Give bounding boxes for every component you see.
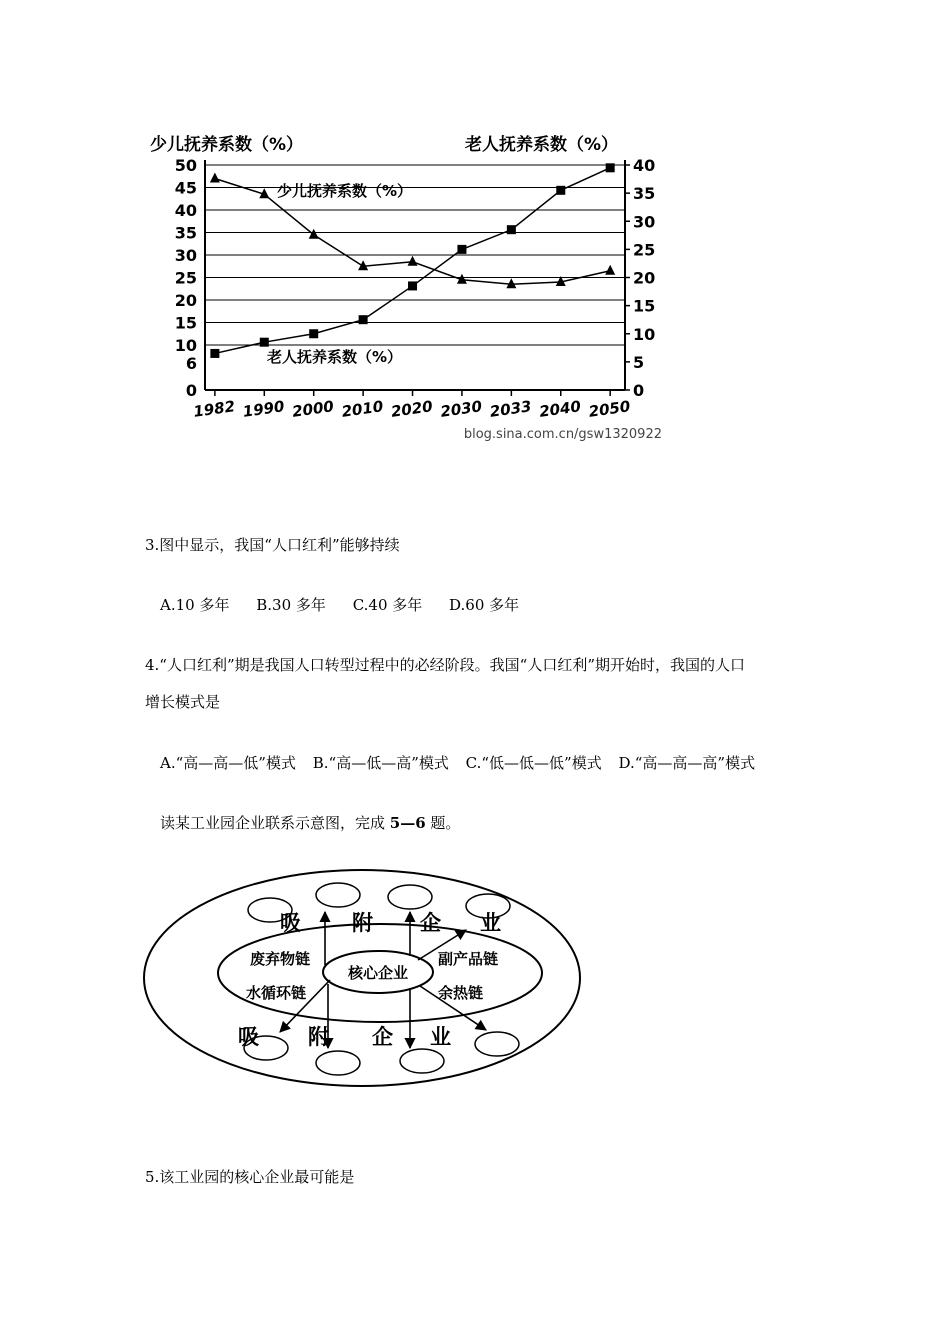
x-tick-label: 2030 bbox=[439, 397, 484, 421]
right-tick-label: 5 bbox=[633, 352, 645, 372]
byproduct-chain-label: 副产品链 bbox=[438, 950, 499, 968]
bottom-label-char: 业 bbox=[430, 1025, 451, 1049]
right-tick-label: 0 bbox=[633, 381, 645, 400]
q3-option-d[interactable]: D.60 多年 bbox=[449, 596, 520, 614]
q3-option-a[interactable]: A.10 多年 bbox=[160, 596, 230, 614]
enterprise-circle bbox=[316, 1051, 360, 1075]
right-tick-label: 10 bbox=[633, 324, 656, 344]
square-marker bbox=[359, 315, 368, 324]
enterprise-circle bbox=[316, 883, 360, 907]
x-tick-label: 2010 bbox=[340, 397, 385, 421]
left-tick-label: 6 bbox=[185, 354, 197, 373]
question-4-stem-line1: 4.“人口红利”期是我国人口转型过程中的必经阶段。我国“人口红利”期开始时，我国的人口 bbox=[145, 656, 745, 674]
question-5-stem: 5.该工业园的核心企业最可能是 bbox=[145, 1168, 355, 1186]
series-line bbox=[215, 179, 610, 285]
top-label-char: 业 bbox=[480, 911, 501, 935]
enterprise-circle bbox=[400, 1049, 444, 1073]
square-marker bbox=[260, 338, 269, 347]
q4-option-c[interactable]: C.“低—低—低”模式 bbox=[465, 754, 602, 772]
intro-bold: 5—6 bbox=[389, 814, 426, 832]
q4-option-b[interactable]: B.“高—低—高”模式 bbox=[312, 754, 449, 772]
left-tick-label: 35 bbox=[174, 223, 197, 243]
q4-option-a[interactable]: A.“高—高—低”模式 bbox=[160, 754, 296, 772]
x-tick-label: 2040 bbox=[538, 397, 582, 421]
question-4-stem-line2: 增长模式是 bbox=[145, 693, 221, 711]
top-label-char: 附 bbox=[352, 911, 373, 935]
left-tick-label: 45 bbox=[174, 178, 197, 198]
diagram-intro bbox=[160, 812, 460, 834]
series-label-children: 少儿抚养系数（%） bbox=[277, 182, 413, 200]
left-tick-label: 30 bbox=[174, 246, 197, 265]
square-marker bbox=[556, 186, 565, 195]
question-3-options bbox=[160, 594, 541, 616]
waste-chain-label: 废弃物链 bbox=[250, 950, 311, 968]
right-axis-title: 老人抚养系数（%） bbox=[465, 135, 619, 155]
left-tick-label: 10 bbox=[174, 336, 197, 355]
left-tick-label: 15 bbox=[174, 313, 197, 333]
dependency-ratio-chart-svg bbox=[140, 120, 680, 450]
question-4-options bbox=[160, 752, 755, 774]
triangle-marker bbox=[210, 173, 220, 183]
waste-heat-chain-label: 余热链 bbox=[438, 984, 484, 1002]
square-marker bbox=[507, 225, 516, 234]
intro-before: 读某工业园企业联系示意图，完成 bbox=[160, 814, 390, 832]
industrial-park-diagram bbox=[140, 868, 590, 1093]
core-enterprise-label: 核心企业 bbox=[347, 964, 409, 982]
square-marker bbox=[309, 329, 318, 338]
enterprise-circle bbox=[475, 1032, 519, 1056]
left-axis-title: 少儿抚养系数（%） bbox=[150, 135, 304, 155]
left-tick-label: 0 bbox=[185, 381, 197, 400]
right-tick-label: 20 bbox=[633, 268, 656, 288]
right-tick-label: 15 bbox=[633, 296, 656, 316]
left-tick-label: 50 bbox=[174, 156, 197, 175]
right-tick-label: 30 bbox=[633, 212, 656, 232]
square-marker bbox=[457, 245, 466, 254]
triangle-marker bbox=[309, 229, 319, 239]
q4-option-d[interactable]: D.“高—高—高”模式 bbox=[618, 754, 756, 772]
square-marker bbox=[408, 281, 417, 290]
triangle-marker bbox=[408, 256, 418, 266]
q3-option-c[interactable]: C.40 多年 bbox=[352, 596, 423, 614]
square-marker bbox=[210, 349, 219, 358]
x-tick-label: 2050 bbox=[587, 397, 632, 421]
bottom-label-char: 附 bbox=[308, 1025, 329, 1049]
series-label-elderly: 老人抚养系数（%） bbox=[267, 348, 403, 366]
q3-option-b[interactable]: B.30 多年 bbox=[256, 596, 326, 614]
left-tick-label: 20 bbox=[174, 291, 197, 310]
x-tick-label: 1982 bbox=[192, 397, 237, 421]
right-tick-label: 35 bbox=[633, 184, 656, 204]
top-label-char: 企 bbox=[420, 911, 441, 935]
x-tick-label: 2033 bbox=[488, 397, 533, 421]
question-3-stem: 3.图中显示，我国“人口红利”能够持续 bbox=[145, 536, 400, 554]
top-label-char: 吸 bbox=[280, 911, 301, 935]
dependency-ratio-chart bbox=[140, 120, 680, 450]
left-tick-label: 40 bbox=[174, 201, 197, 220]
x-tick-label: 1990 bbox=[241, 397, 286, 421]
square-marker bbox=[606, 163, 615, 172]
chart-watermark: blog.sina.com.cn/gsw1320922 bbox=[463, 427, 662, 442]
triangle-marker bbox=[605, 265, 615, 275]
left-tick-label: 25 bbox=[174, 268, 197, 288]
bottom-label-char: 吸 bbox=[238, 1025, 259, 1049]
bottom-label-char: 企 bbox=[372, 1025, 393, 1049]
right-tick-label: 40 bbox=[633, 156, 656, 175]
right-tick-label: 25 bbox=[633, 240, 656, 260]
x-tick-label: 2020 bbox=[389, 397, 434, 421]
enterprise-circle bbox=[388, 885, 432, 909]
intro-after: 题。 bbox=[425, 814, 461, 832]
industrial-park-diagram-svg bbox=[140, 868, 590, 1093]
x-tick-label: 2000 bbox=[291, 397, 335, 421]
water-cycle-chain-label: 水循环链 bbox=[246, 984, 307, 1002]
